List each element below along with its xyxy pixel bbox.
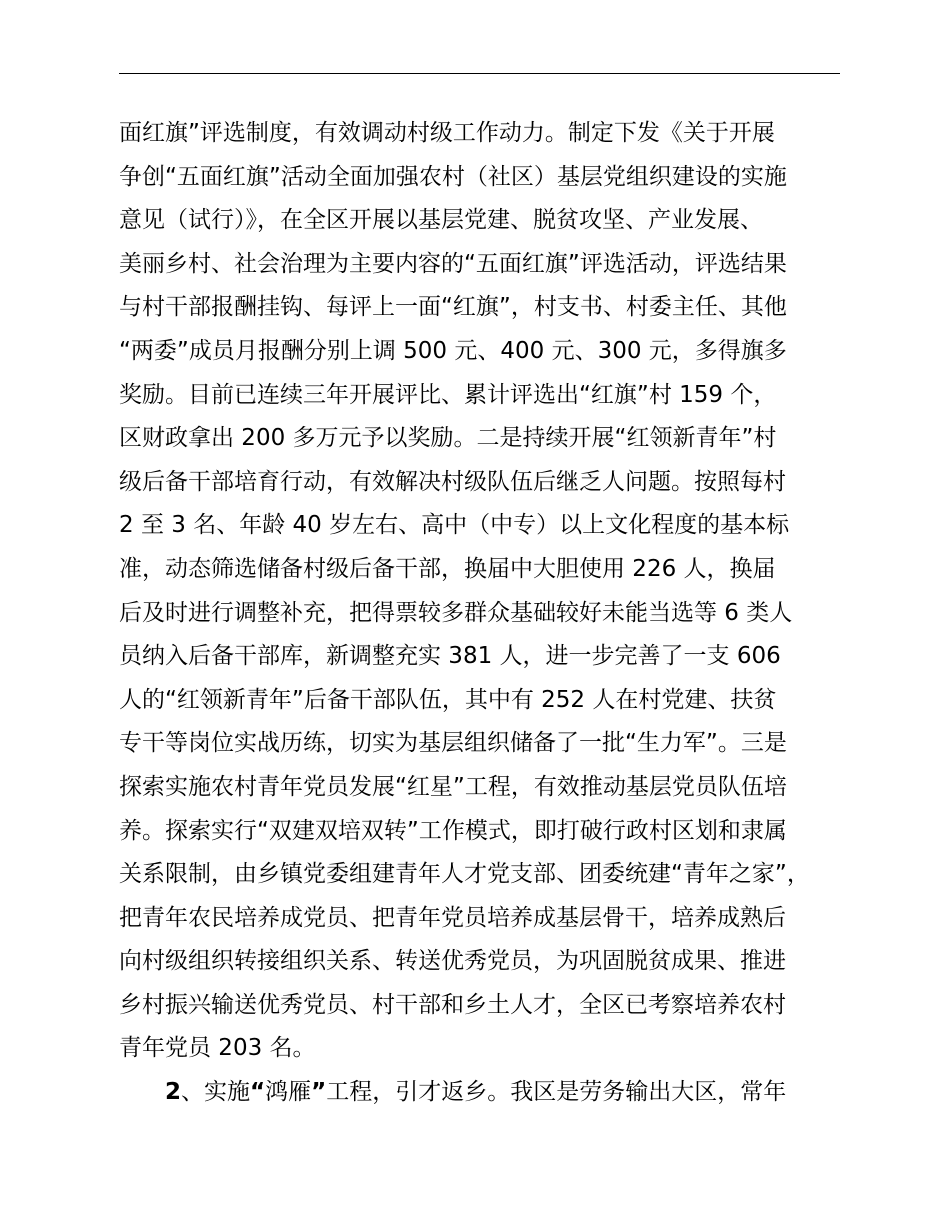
paragraph-1-line: 2 至 3 名、年龄 40 岁左右、高中（中专）以上文化程度的基本标 [119,512,790,539]
paragraph-1-line: 把青年农民培养成党员、把青年党员培养成基层骨干，培养成熟后 [119,904,786,931]
paragraph-1-line: 乡村振兴输送优秀党员、村干部和乡土人才，全区已考察培养农村 [119,991,786,1018]
paragraph-1-line: 意见（试行）》，在全区开展以基层党建、脱贫攻坚、产业发展、 [119,207,763,234]
header-rule [119,73,840,74]
paragraph-2-number: 2 [165,1079,182,1106]
paragraph-1-line: 面红旗”评选制度，有效调动村级工作动力。制定下发《关于开展 [119,120,775,146]
paragraph-2-text-a: 、实施 [181,1079,251,1106]
paragraph-1-line: “两委”成员月报酬分别上调 500 元、400 元、300 元，多得旗多 [119,337,787,364]
paragraph-1 [119,112,859,1071]
paragraph-1-line: 养。探索实行“双建双培双转”工作模式，即打破行政村区划和隶属 [119,817,787,844]
paragraph-2-text-c: 工程，引才返乡。我区是劳务输出大区，常年 [326,1079,787,1106]
body-text [119,112,859,1115]
paragraph-1-line: 准，动态筛选储备村级后备干部，换届中大胆使用 226 人，换届 [119,555,776,582]
paragraph-1-line: 向村级组织转接组织关系、转送优秀党员，为巩固脱贫成果、推进 [119,948,786,975]
paragraph-1-line: 区财政拿出 200 多万元予以奖励。二是持续开展“红领新青年”村 [119,425,777,452]
paragraph-2 [119,1071,859,1115]
paragraph-1-line: 关系限制，由乡镇党委组建青年人才党支部、团委统建“青年之家”， [119,861,810,888]
paragraph-2-text-b: 鸿雁 [265,1079,312,1106]
paragraph-1-line: 员纳入后备干部库，新调整充实 381 人，进一步完善了一支 606 [119,643,781,670]
paragraph-1-line: 专干等岗位实战历练，切实为基层组织储备了一批“生力军”。三是 [119,730,787,757]
paragraph-1-line: 人的“红领新青年”后备干部队伍，其中有 252 人在村党建、扶贫 [119,686,777,713]
paragraph-1-line: 探索实施农村青年党员发展“红星”工程，有效推动基层党员队伍培 [119,773,787,800]
paragraph-1-line: 级后备干部培育行动，有效解决村级队伍后继乏人问题。按照每村 [119,468,786,495]
paragraph-1-line: 美丽乡村、社会治理为主要内容的“五面红旗”评选活动，评选结果 [119,250,787,277]
paragraph-1-line: 后及时进行调整补充，把得票较多群众基础较好未能当选等 6 类人 [119,599,793,626]
paragraph-2-quote-close: ” [311,1079,327,1106]
paragraph-1-line: 与村干部报酬挂钩、每评上一面“红旗”，村支书、村委主任、其他 [119,294,787,321]
paragraph-1-line: 奖励。目前已连续三年开展评比、累计评选出“红旗”村 159 个， [119,381,777,408]
paragraph-1-line: 争创“五面红旗”活动全面加强农村（社区）基层党组织建设的实施 [119,163,787,190]
paragraph-1-line: 青年党员 203 名。 [119,1035,316,1062]
paragraph-2-quote-open: “ [250,1079,266,1106]
